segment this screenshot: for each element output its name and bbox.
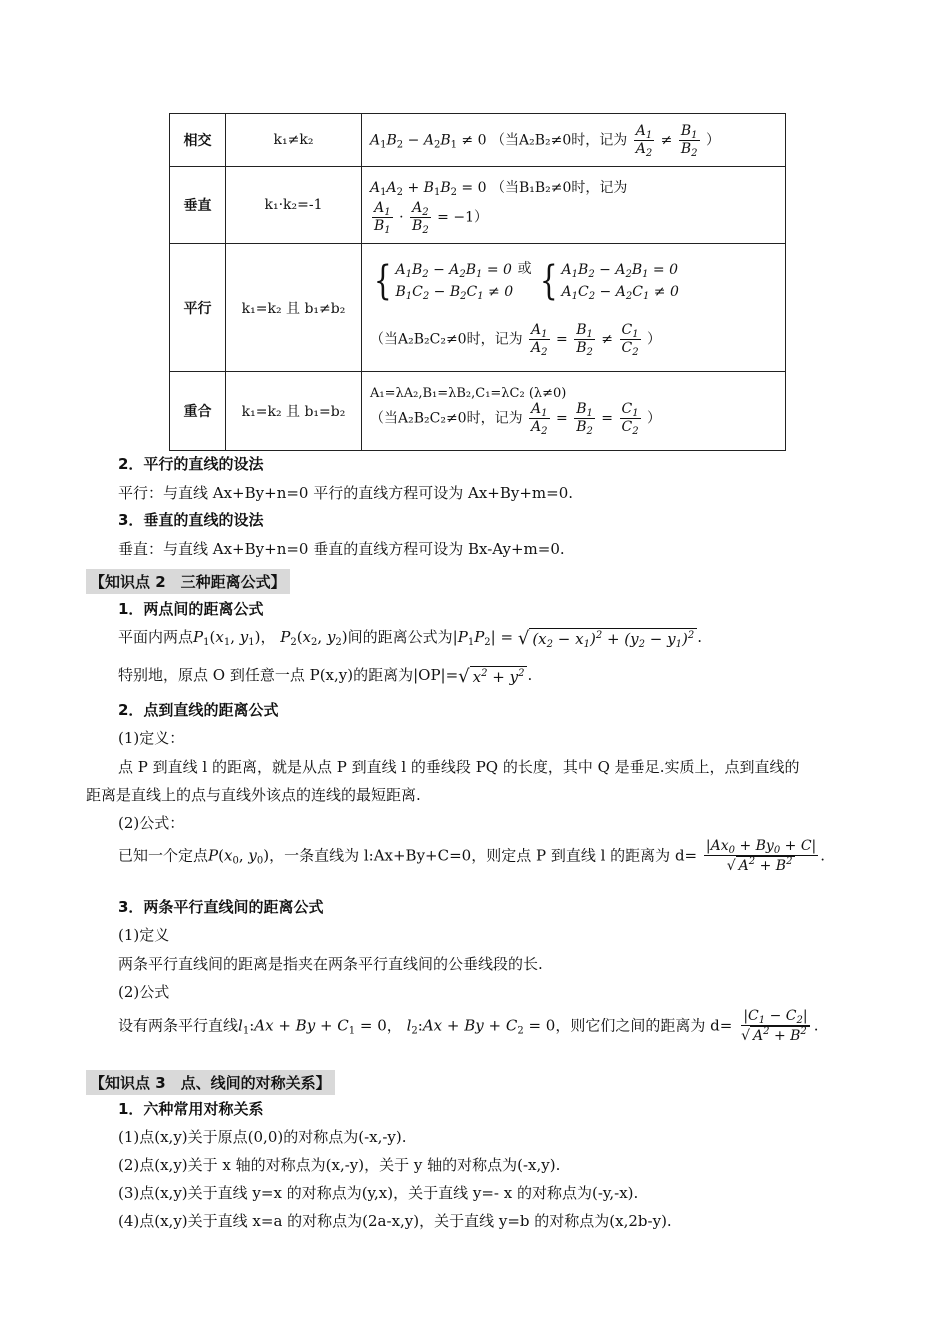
general-condition: { $A_1B_2 - A_2B_1 = 0$ $B_1C_2 - B_2C_1 \ne 0$ 或 { $A_1B_2 - A_2B_1 = 0$ $A_1C_2 - A_2C_1 \ne 0$ （当A₂B₂C₂≠0时，记为 $\frac{A_1}{A_2}$ = $\frac{B_1}{B_2}$ ≠ $\frac{C_1}{C_2}$ ） <box>362 244 786 372</box>
list-item: (4)点(x,y)关于直线 x=a 的对称点为(2a-x,y)，关于直线 y=b 的对称点为(x,2b-y). <box>118 1212 672 1230</box>
label: (1)定义 <box>118 926 170 944</box>
relation-name: 重合 <box>170 372 226 451</box>
paragraph: 垂直：与直线 Ax+By+n=0 垂直的直线方程可设为 Bx-Ay+m=0. <box>118 540 565 558</box>
relation-name: 相交 <box>170 114 226 167</box>
slope-condition: k₁=k₂ 且 b₁=b₂ <box>226 372 362 451</box>
section-title: 1．六种常用对称关系 <box>118 1100 264 1118</box>
section-title: 1．两点间的距离公式 <box>118 600 264 618</box>
table-row <box>170 167 786 244</box>
knowledge-point-title: 【知识点 3 点、线间的对称关系】 <box>86 1070 335 1095</box>
knowledge-point-title: 【知识点 2 三种距离公式】 <box>86 569 290 594</box>
slope-condition: k₁·k₂=-1 <box>226 167 362 244</box>
paragraph: 点 P 到直线 l 的距离，就是从点 P 到直线 l 的垂线段 PQ 的长度，其中 Q 是垂足.实质上，点到直线的 <box>118 758 800 776</box>
paragraph: 两条平行直线间的距离是指夹在两条平行直线间的公垂线段的长. <box>118 955 543 973</box>
slope-condition: k₁=k₂ 且 b₁≠b₂ <box>226 244 362 372</box>
distance-formula-two-points: 平面内两点$P_1(x_1$, $y_1$)， $P_2(x_2$, $y_2$)间的距离公式为$|P_1P_2|$ = √ $(x_2 - x_1)^2 + (y_2 - y_1)^2$ . <box>118 627 702 650</box>
general-condition: $A_1B_2 - A_2B_1 \ne 0$ （当A₂B₂≠0时，记为 $\frac{A_1}{A_2}$ ≠ $\frac{B_1}{B_2}$ ） <box>362 114 786 167</box>
relation-name: 平行 <box>170 244 226 372</box>
relation-name: 垂直 <box>170 167 226 244</box>
table-row <box>170 114 786 167</box>
paragraph: 距离是直线上的点与直线外该点的连线的最短距离. <box>86 786 421 804</box>
list-item: (1)点(x,y)关于原点(0,0)的对称点为(-x,-y). <box>118 1128 407 1146</box>
parallel-lines-distance-formula: 设有两条平行直线$l_1:Ax + By + C_1 = 0$， $l_2:Ax + By + C_2 = 0$，则它们之间的距离为 d= $\frac{|C_1 - C_2|}{√ A^2 + B^2}$ . <box>118 1008 819 1044</box>
point-line-distance-formula: 已知一个定点$P(x_0$, $y_0$)，一条直线为 l:Ax+By+C=0，则定点 P 到直线 l 的距离为 d= $\frac{|Ax_0 + By_0 + C|}{√ A^2 + B^2}$ . <box>118 838 826 874</box>
list-item: (3)点(x,y)关于直线 y=x 的对称点为(y,x)，关于直线 y=- x 的对称点为(-y,-x). <box>118 1184 639 1202</box>
section-title: 3．两条平行直线间的距离公式 <box>118 898 324 916</box>
general-condition: A₁=λA₂,B₁=λB₂,C₁=λC₂ (λ≠0) （当A₂B₂C₂≠0时，记为 $\frac{A_1}{A_2}$ = $\frac{B_1}{B_2}$ = $\frac{C_1}{C_2}$ ） <box>362 372 786 451</box>
section-title: 2．平行的直线的设法 <box>118 455 264 473</box>
label: (2)公式 <box>118 983 170 1001</box>
line-relationship-table <box>169 113 786 451</box>
table-row <box>170 244 786 372</box>
list-item: (2)点(x,y)关于 x 轴的对称点为(x,-y)，关于 y 轴的对称点为(-x,y). <box>118 1156 561 1174</box>
slope-condition: k₁≠k₂ <box>226 114 362 167</box>
paragraph: 平行：与直线 Ax+By+n=0 平行的直线方程可设为 Ax+By+m=0. <box>118 484 574 502</box>
label: (1)定义： <box>118 729 185 747</box>
general-condition: $A_1A_2 + B_1B_2 = 0$ （当B₁B₂≠0时，记为 $\frac{A_1}{B_1}$ · $\frac{A_2}{B_2}$ = −1） <box>362 167 786 244</box>
table-row <box>170 372 786 451</box>
distance-origin: 特别地，原点 O 到任意一点 P(x,y)的距离为|OP|=√ $x^2 + y^2$ . <box>118 665 533 687</box>
section-title: 2．点到直线的距离公式 <box>118 701 279 719</box>
section-title: 3．垂直的直线的设法 <box>118 511 264 529</box>
label: (2)公式： <box>118 814 185 832</box>
